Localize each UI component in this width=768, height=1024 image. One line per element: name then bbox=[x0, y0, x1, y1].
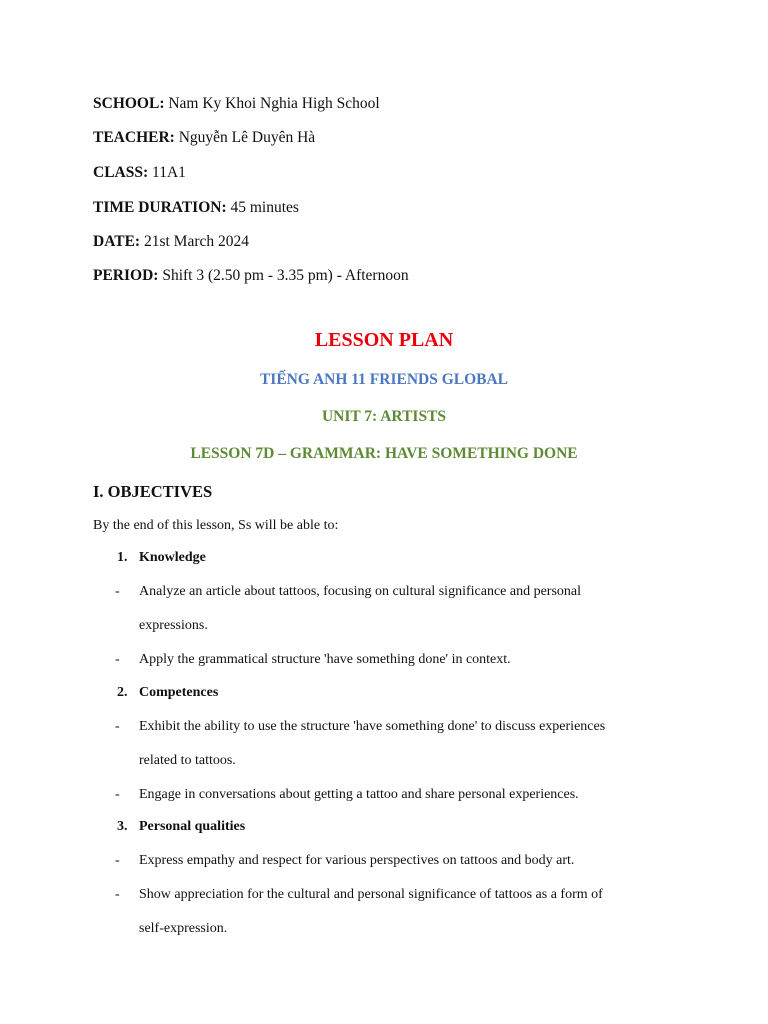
bullet-text: Express empathy and respect for various perspectives on tattoos and body art. bbox=[139, 853, 575, 868]
unit-title: UNIT 7: ARTISTS bbox=[321, 408, 447, 425]
knowledge-heading bbox=[117, 549, 206, 567]
period-line bbox=[93, 266, 409, 286]
teacher-value: Nguyễn Lê Duyên Hà bbox=[178, 129, 316, 146]
bullet-dash: - bbox=[115, 652, 120, 667]
date-value: 21st March 2024 bbox=[143, 233, 249, 250]
class-line bbox=[93, 163, 186, 183]
teacher-label: TEACHER: bbox=[93, 129, 175, 146]
bullet-dash: - bbox=[115, 887, 120, 902]
bullet-text: Analyze an article about tattoos, focusing on cultural significance and personal bbox=[139, 584, 582, 599]
competences-heading bbox=[117, 684, 218, 702]
course-title: TIẾNG ANH 11 FRIENDS GLOBAL bbox=[259, 371, 509, 388]
section-title: Personal qualities bbox=[139, 819, 246, 834]
section-title: Knowledge bbox=[139, 550, 206, 565]
bullet-text: Exhibit the ability to use the structure 'have something done' to discuss experiences bbox=[139, 719, 606, 734]
section-number: 2. bbox=[117, 685, 128, 700]
section-title: Competences bbox=[139, 685, 219, 700]
duration-label: TIME DURATION: bbox=[93, 199, 227, 216]
bullet-text-continued: self-expression. bbox=[139, 921, 228, 936]
bullet-dash: - bbox=[115, 719, 120, 734]
date-line bbox=[93, 232, 249, 252]
date-label: DATE: bbox=[93, 233, 141, 250]
lesson-title: LESSON 7D – GRAMMAR: HAVE SOMETHING DONE bbox=[190, 445, 578, 462]
class-label: CLASS: bbox=[93, 164, 149, 181]
personal-qualities-heading bbox=[117, 818, 245, 836]
section-number: 3. bbox=[117, 819, 128, 834]
period-label: PERIOD: bbox=[93, 267, 159, 284]
school-label: SCHOOL: bbox=[93, 95, 165, 112]
bullet-text: Engage in conversations about getting a tattoo and share personal experiences. bbox=[139, 787, 579, 802]
duration-line bbox=[93, 198, 299, 218]
objectives-intro: By the end of this lesson, Ss will be able to: bbox=[93, 518, 339, 533]
objectives-heading: I. OBJECTIVES bbox=[93, 482, 213, 501]
section-number: 1. bbox=[117, 550, 128, 565]
bullet-dash: - bbox=[115, 787, 120, 802]
bullet-text: Show appreciation for the cultural and personal significance of tattoos as a form of bbox=[139, 887, 603, 902]
class-value: 11A1 bbox=[152, 164, 186, 181]
teacher-line bbox=[93, 128, 315, 148]
duration-value: 45 minutes bbox=[230, 199, 299, 216]
bullet-dash: - bbox=[115, 853, 120, 868]
bullet-text: Apply the grammatical structure 'have something done' in context. bbox=[139, 652, 511, 667]
period-value: Shift 3 (2.50 pm - 3.35 pm) - Afternoon bbox=[162, 267, 409, 284]
bullet-text-continued: expressions. bbox=[139, 618, 208, 633]
school-value: Nam Ky Khoi Nghia High School bbox=[168, 95, 380, 112]
bullet-dash: - bbox=[115, 584, 120, 599]
lesson-plan-title: LESSON PLAN bbox=[314, 329, 454, 351]
bullet-text-continued: related to tattoos. bbox=[139, 753, 236, 768]
school-line bbox=[93, 94, 380, 114]
